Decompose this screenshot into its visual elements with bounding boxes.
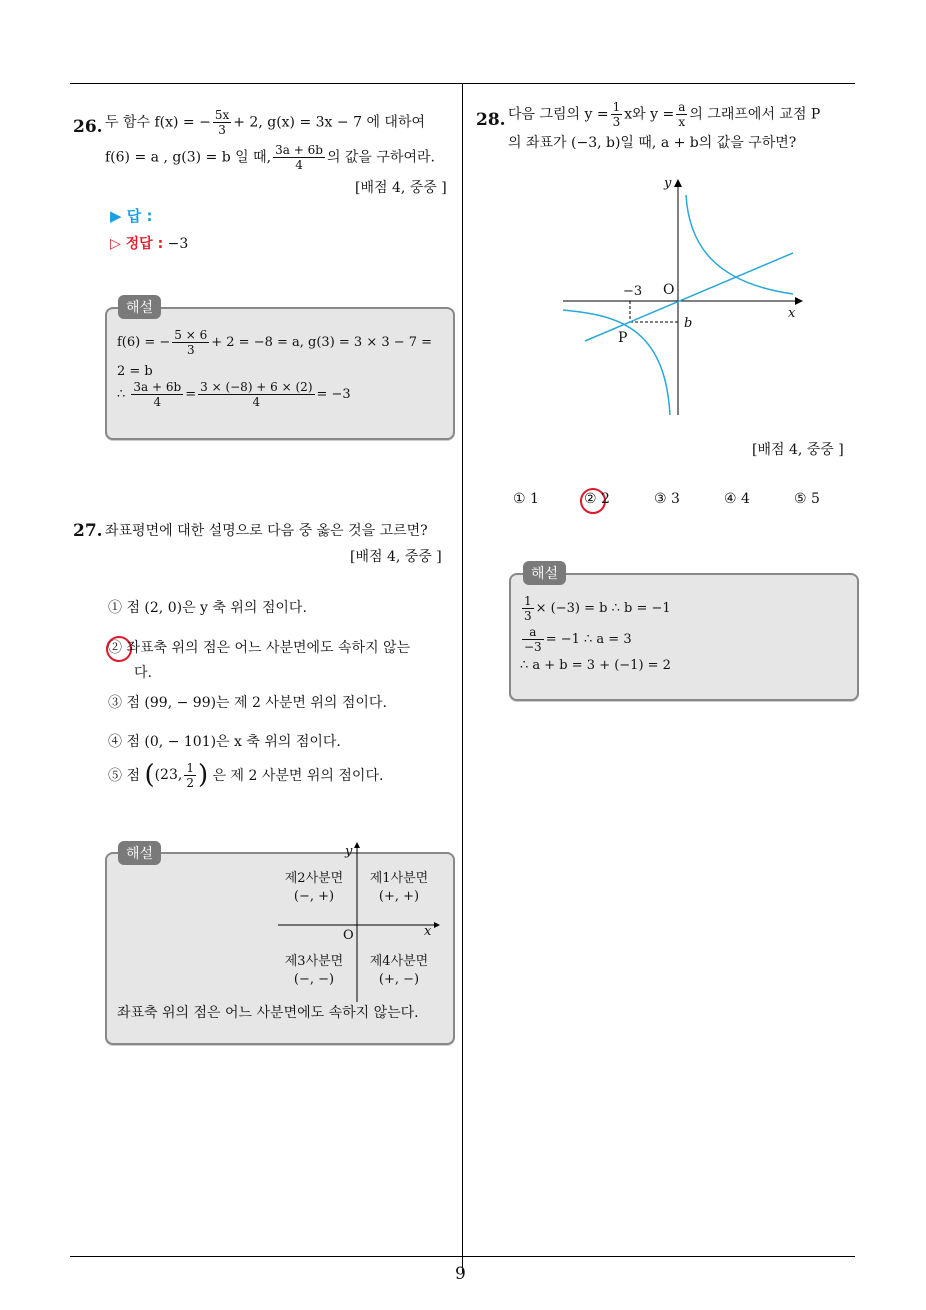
q28-explanation-tag: 해설: [523, 561, 566, 585]
q28-line1-c: 의 그래프에서 교점 P: [689, 106, 821, 123]
q28-exp-l2-b: = −1 ∴ a = 3: [545, 632, 632, 647]
q26-exp-line3: [117, 380, 351, 409]
q28-points: [배점 4, 중중 ]: [752, 442, 844, 458]
q26-exp-frac3: [198, 380, 314, 409]
q26-exp-frac2-num: 3a + 6b: [133, 380, 182, 394]
q28-line2: 의 좌표가 (−3, b)일 때, a + b의 값을 구하면?: [508, 135, 797, 151]
q26-frac2: [273, 143, 325, 172]
q26-exp-line2: 2 = b: [117, 364, 153, 379]
q27-quad4-name: 제4사분면: [369, 954, 429, 969]
page-number: 9: [455, 1264, 466, 1284]
q26-exp-frac1-den: 3: [186, 343, 195, 357]
q26-points: [배점 4, 중중 ]: [355, 180, 447, 196]
q28-frac2-den: x: [678, 115, 686, 129]
q27-x-arrow: [434, 922, 440, 928]
q27-number: 27.: [73, 521, 103, 541]
q27-quad3-sign: (−, −): [293, 972, 335, 987]
q27-choice-5-den: 2: [186, 775, 194, 790]
q26-exp-frac3-den: 4: [252, 395, 261, 409]
q28-frac2: [676, 100, 687, 129]
q28-line1: [508, 100, 820, 129]
q26-exp-l3-eq: =: [185, 387, 197, 402]
q27-origin-label: O: [343, 928, 354, 943]
q26-exp-l1-b: + 2 = −8 = a, g(3) = 3 × 3 − 7 =: [211, 335, 433, 350]
q26-exp-l3-a: ∴: [117, 387, 126, 402]
q27-quad2-name: 제2사분면: [284, 871, 344, 886]
q26-correct-label: ▷ 정답 :: [110, 236, 164, 252]
q26-frac1: [213, 108, 231, 137]
q26-frac1-den: 3: [218, 123, 226, 137]
q28-x-arrow: [795, 297, 803, 305]
column-divider: [462, 83, 463, 1273]
q26-frac1-num: 5x: [214, 108, 230, 122]
q26-line1: [105, 108, 425, 137]
q26-line2-b: 의 값을 구하여라.: [326, 149, 435, 166]
q28-exp-frac1-num: 1: [524, 594, 532, 608]
q28-label-minus3: −3: [623, 284, 643, 299]
q26-answer-label: ▶ 답 :: [110, 207, 153, 225]
q28-frac2-num: a: [678, 100, 686, 114]
q26-line2-a: f(6) = a , g(3) = b 일 때,: [105, 149, 272, 166]
q27-choice-5-a: ⑤ 점: [108, 768, 140, 784]
q28-y-arrow: [674, 179, 682, 187]
q27-choice-4[interactable]: ④ 점 (0, − 101)은 x 축 위의 점이다.: [108, 734, 341, 750]
q27-choice-3[interactable]: ③ 점 (99, − 99)는 제 2 사분면 위의 점이다.: [108, 695, 387, 711]
q28-frac1: [611, 100, 623, 129]
q28-frac1-den: 3: [612, 115, 621, 129]
q27-y-arrow: [354, 842, 360, 848]
q27-quadrant-2: [278, 870, 350, 906]
q28-exp-frac1: [522, 594, 534, 623]
q27-points: [배점 4, 중중 ]: [350, 549, 442, 565]
q26-exp-l3-b: = −3: [316, 387, 351, 402]
q27-choice-5[interactable]: [108, 760, 383, 790]
q26-line1-b: + 2, g(x) = 3x − 7 에 대하여: [233, 114, 425, 131]
q26-exp-frac3-num: 3 × (−8) + 6 × (2): [200, 380, 313, 394]
q28-label-y: y: [664, 176, 672, 191]
q27-quad2-sign: (−, +): [293, 889, 335, 904]
q27-choice-5-b: (23,: [154, 767, 183, 783]
q26-exp-line1: [117, 328, 432, 357]
q27-quadrant-1: [363, 870, 435, 906]
q28-number: 28.: [476, 110, 506, 130]
q27-conclusion: 좌표축 위의 점은 어느 사분면에도 속하지 않는다.: [117, 1005, 419, 1021]
q28-exp-line3: ∴ a + b = 3 + (−1) = 2: [520, 658, 671, 673]
q28-exp-line2: [520, 625, 632, 654]
q28-label-origin: O: [663, 282, 675, 298]
q27-quad3-name: 제3사분면: [284, 954, 344, 969]
q26-correct-value: −3: [167, 236, 189, 252]
q27-quad4-sign: (+, −): [378, 972, 420, 987]
q28-exp-frac2: [522, 625, 544, 654]
q26-explanation-tag: 해설: [118, 295, 161, 319]
q27-choice-5-close: ): [197, 760, 209, 790]
q28-label-b: b: [684, 316, 693, 331]
q28-hyperbola-upper: [686, 195, 793, 294]
q28-exp-frac2-den: −3: [524, 640, 542, 654]
q27-quadrant-3: [278, 953, 350, 989]
q27-choice-5-num: 1: [186, 760, 194, 775]
q28-line1-a: 다음 그림의 y =: [508, 106, 609, 123]
q28-exp-line1: [520, 594, 671, 623]
q26-exp-l1-a: f(6) = −: [117, 335, 171, 350]
q26-frac2-den: 4: [295, 158, 303, 172]
q26-frac2-num: 3a + 6b: [275, 143, 323, 157]
q28-frac1-num: 1: [612, 100, 621, 114]
q27-quadrant-4: [363, 953, 435, 989]
q28-label-p: P: [618, 330, 628, 346]
q27-quad1-sign: (+, +): [378, 889, 420, 904]
q28-label-x: x: [788, 306, 796, 321]
q26-correct: [110, 233, 188, 253]
q27-choice-5-frac: [184, 761, 196, 790]
q27-axis-y-label: y: [345, 844, 353, 859]
q26-line2: [105, 143, 435, 172]
q26-exp-frac2: [131, 380, 183, 409]
q28-choice-1[interactable]: ① 1: [513, 491, 539, 507]
q28-choice-5[interactable]: ⑤ 5: [794, 491, 820, 507]
q26-line1-a: 두 함수 f(x) = −: [105, 114, 211, 131]
q27-choice-5-c: 은 제 2 사분면 위의 점이다.: [212, 768, 384, 784]
q28-exp-l1-b: × (−3) = b ∴ b = −1: [535, 601, 671, 616]
q28-choice-2[interactable]: ② 2: [584, 491, 610, 507]
q26-exp-frac2-den: 4: [153, 395, 162, 409]
q26-number: 26.: [73, 117, 103, 137]
q27-choice-5-paren: (: [144, 760, 155, 790]
q28-choice-4[interactable]: ④ 4: [724, 491, 750, 507]
q28-exp-frac2-num: a: [522, 625, 544, 640]
q27-explanation-tag: 해설: [118, 841, 161, 865]
q26-exp-frac1: [172, 328, 209, 357]
q28-hyperbola-lower: [563, 310, 670, 415]
q27-choice-2[interactable]: ② 좌표축 위의 점은 어느 사분면에도 속하지 않는: [108, 640, 411, 656]
q28-line1-b: x와 y =: [624, 106, 675, 123]
q27-choice-1[interactable]: ① 점 (2, 0)은 y 축 위의 점이다.: [108, 600, 307, 616]
q26-explanation-box: [105, 307, 455, 440]
q27-line1: 좌표평면에 대한 설명으로 다음 중 옳은 것을 고르면?: [105, 523, 428, 539]
q27-axis-x-label: x: [424, 924, 432, 939]
q28-choice-3[interactable]: ③ 3: [654, 491, 680, 507]
q27-quad1-name: 제1사분면: [369, 871, 429, 886]
q27-choice-2-cont: 다.: [134, 665, 152, 681]
q28-exp-frac1-den: 3: [524, 609, 532, 623]
q28-graph: [555, 175, 815, 425]
q26-exp-frac1-num: 5 × 6: [174, 328, 208, 342]
